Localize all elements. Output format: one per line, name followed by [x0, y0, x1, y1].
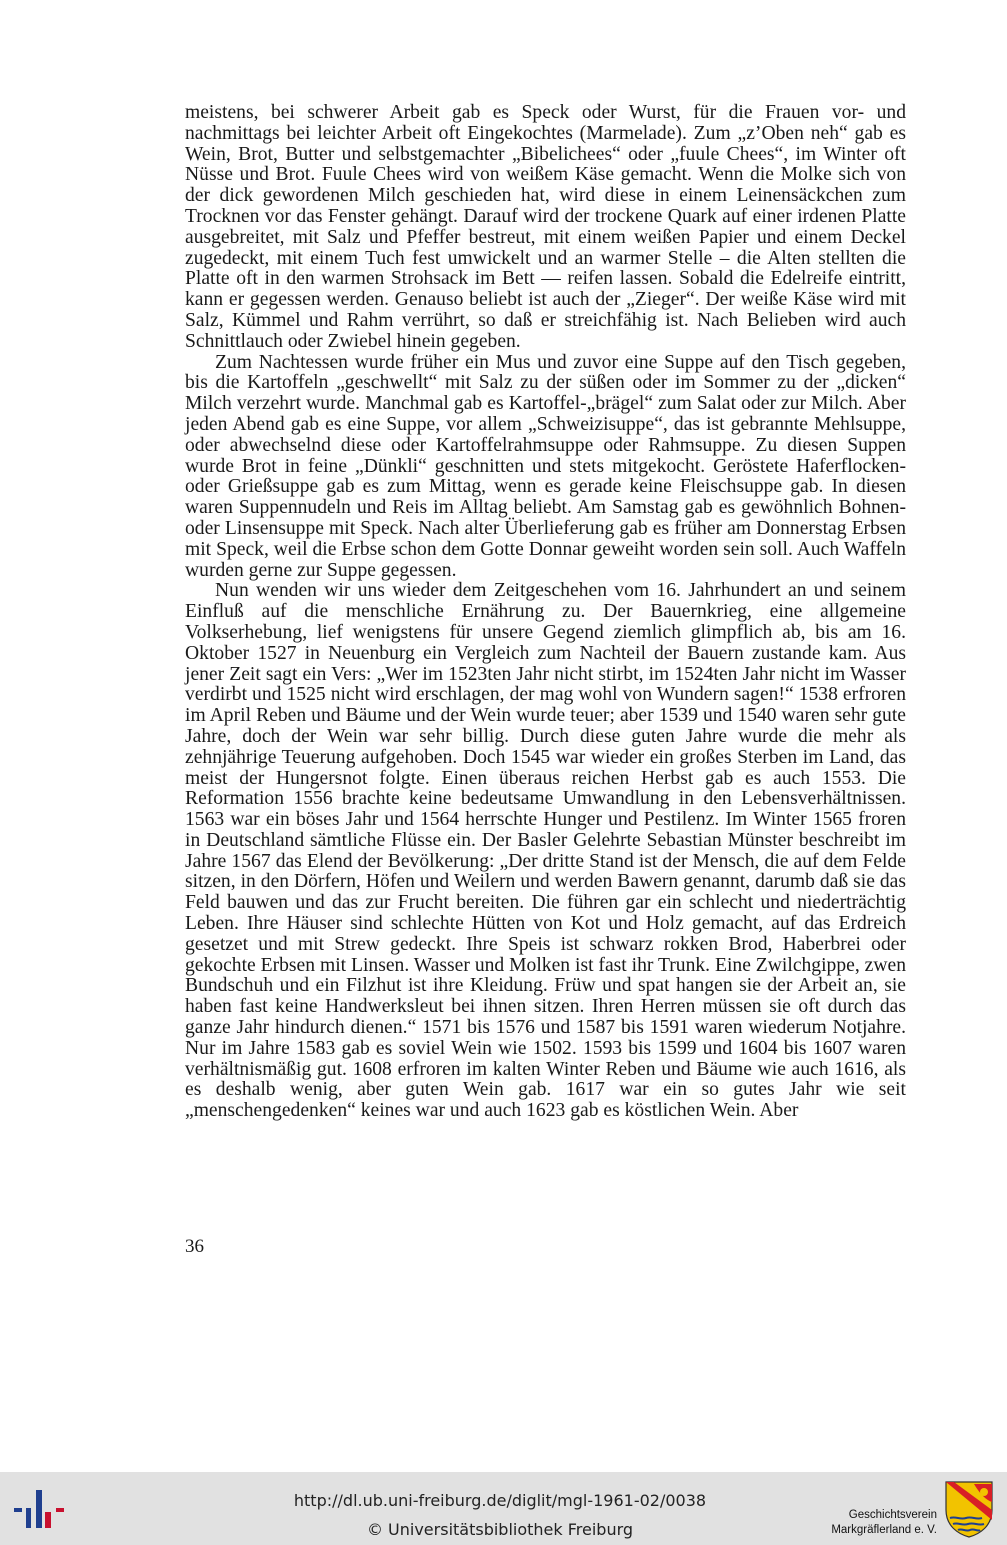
- coat-of-arms-icon: [944, 1480, 994, 1538]
- paragraph-2: Zum Nachtessen wurde früher ein Mus und zuvor eine Suppe auf den Tisch gegeben, bis die Kartoffeln „geschwellt“ mit Salz zu der süßen oder im Sommer zu der „dicken“ Milch verzehrt wurde. Manchmal gab es Kartoffel-„brägel“ zum Salat oder zur Milch. Aber jeden Abend gab es eine Suppe, vor allem „Schweizisuppe“, das ist gebrannte Mehlsuppe, oder abwechselnd diese oder Kartoffelrahmsuppe oder Rahmsuppe. Zu diesen Suppen wurde Brot in feine „Dünkli“ geschnitten und stets mitgekocht. Geröstete Haferflocken- oder Grießsuppe gab es zum Mittag, wenn es gerade keine Fleischsuppe gab. In diesen waren Suppennudeln und Reis im Alltag beliebt. Am Samstag gab es gewöhnlich Bohnen- oder Linsensuppe mit Speck. Nach alter Überlieferung gab es früher am Donnerstag Erbsen mit Speck, weil die Erbse schon dem Gotte Donnar geweiht worden sein soll. Auch Waffeln wurden gerne zur Suppe gegessen.: [185, 351, 906, 581]
- paragraph-3: Nun wenden wir uns wieder dem Zeitgeschehen vom 16. Jahrhundert an und seinem Einfluß auf die menschliche Ernährung zu. Der Bauernkrieg, eine allgemeine Volkserhebung, lief wenigstens für unsere Gegend ziemlich glimpflich ab, bis am 16. Oktober 1527 in Neuenburg ein Vergleich zum Nachteil der Bauern zustande kam. Aus jener Zeit sagt ein Vers: „Wer im 1523ten Jahr nicht stirbt, im 1524ten Jahr nicht im Wasser verdirbt und 1525 nicht wird erschlagen, der mag wohl von Wundern sagen!“ 1538 erfroren im April Reben und Bäume und der Wein wurde teuer; aber 1539 und 1540 waren sehr gute Jahre, doch der Wein war sehr billig. Durch diese guten Jahre wurde die mehr als zehnjährige Teuerung aufgehoben. Doch 1545 war wieder ein großes Sterben im Land, das meist der Hungersnot folgte. Einen überaus reichen Herbst gab es auch 1553. Die Reformation 1556 brachte keine bedeutsame Umwandlung in den Lebensverhältnissen. 1563 war ein böses Jahr und 1564 herrschte Hunger und Pestilenz. Im Winter 1565 froren in Deutschland sämtliche Flüsse ein. Der Basler Gelehrte Sebastian Münster beschreibt im Jahre 1567 das Elend der Bevölkerung: „Der dritte Stand ist der Mensch, die auf dem Felde sitzen, in den Dörfern, Höfen und Weilern und werden Bawern genannt, darumb daß sie das Feld bauwen und das zur Frucht bereiten. Die führen gar ein schlecht und niederträchtig Leben. Ihre Häuser sind schlechte Hütten von Kot und Holz gemacht, auf das Erdreich gesetzet und mit Strew gedeckt. Ihre Speis ist schwarz rokken Brod, Haberbrei oder gekochte Erbsen mit Linsen. Wasser und Molken ist fast ihr Trunk. Eine Zwilchgippe, zwen Bundschuh und ein Filzhut ist ihre Kleidung. Früw und spat hangen sie der Arbeit an, sie haben fast keine Handwerksleut bei ihnen sitzen. Ihren Herren müssen sie oft durch das ganze Jahr hindurch dienen.“ 1571 bis 1576 und 1587 bis 1591 waren wiederum Notjahre. Nur im Jahre 1583 gab es soviel Wein wie 1502. 1593 bis 1599 und 1604 bis 1607 waren verhältnismäßig gut. 1608 erfroren im kalten Winter Reben und Bäume wie auch 1616, als es deshalb wenig, aber guten Wein gab. 1617 war ein so gutes Jahr wie seit „menschengedenken“ keines war und auch 1623 gab es köstlichen Wein. Aber: [185, 580, 906, 1122]
- page-number: 36: [185, 1236, 204, 1257]
- society-name-line1: Geschichtsverein: [848, 1509, 937, 1521]
- society-name-line2: Markgräflerland e. V.: [831, 1524, 937, 1536]
- footer-url-link[interactable]: http://dl.ub.uni-freiburg.de/diglit/mgl-1961-02/0038: [293, 1491, 707, 1510]
- ub-freiburg-logo-icon[interactable]: [14, 1488, 66, 1532]
- page-text: [185, 103, 906, 1122]
- footer-copyright: © Universitätsbibliothek Freiburg: [366, 1520, 634, 1539]
- footer-bar: [0, 1472, 1007, 1545]
- paragraph-1: meistens, bei schwerer Arbeit gab es Speck oder Wurst, für die Frauen vor- und nachmittags bei leichter Arbeit oft Eingekochtes (Marmelade). Zum „z’Oben neh“ gab es Wein, Brot, Butter und selbstgemachter „Bibelichees“ oder „fuule Chees“, im Winter oft Nüsse und Brot. Fuule Chees wird von weißem Käse gemacht. Wenn die Molke sich von der dick gewordenen Milch geschieden hat, wird diese in einem Leinensäckchen zum Trocknen vor das Fenster gehängt. Darauf wird der trockene Quark auf einer irdenen Platte ausgebreitet, mit Salz und Pfeffer bestreut, mit einem weißen Papier und einem Deckel zugedeckt, mit einem Tuch fest umwickelt und an warmer Stelle – die Alten stellten die Platte oft in den warmen Strohsack im Bett — reifen lassen. Sobald die Edelreife eintritt, kann er gegessen werden. Genauso beliebt ist auch der „Zieger“. Der weiße Käse wird mit Salz, Kümmel und Rahm verrührt, so daß er streichfähig ist. Nach Belieben wird auch Schnittlauch oder Zwiebel hinein gegeben.: [185, 102, 906, 352]
